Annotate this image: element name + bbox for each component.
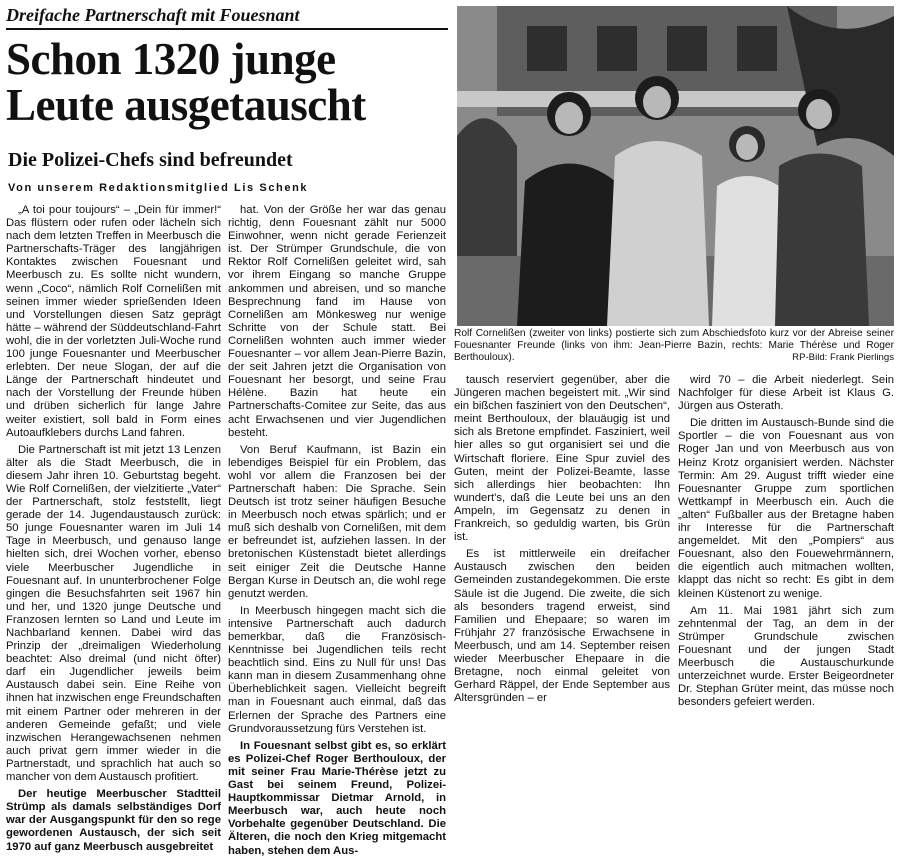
article-paragraph: Die dritten im Austausch-Bunde sind die Sportler – die von Fouesnant aus von Roger Jan und von Meerbusch aus von Heinz Krotz organisiert werden. Nächster Termin: Am 29. August trifft wieder eine Fouesnanter Gruppe zum sportlichen Wettkampf in Meerbusch ein. Auch die „alten“ Fußballer aus der Bretagne haben ihr Interesse für die Partnerschaft angemeldet. Mit den „Pompiers“ aus Fouesnant, also den Fouewehrmännern, die eigentlich auch mitmachen wollten, klappt das nicht so recht: Es gibt in dem kleinen Küstenort zu wenige. <box>678 417 894 600</box>
text-column-1 <box>6 204 221 853</box>
article-paragraph: hat. Von der Größe her war das genau richtig, denn Fouesnant zählt nur 5000 Einwohner, wenn nicht gerade Ferienzeit ist. Der Strümper Grundschule, die von Rektor Rolf Cornelißen geleitet wird, sah vor ihrem Eingang so manche Gruppe ankommen und abreisen, und so manche Besprechnung fand im Hause von Cornelißen am Mönkesweg nur wenige Schritte von der Schule statt. Bei Cornelißen wohnten auch immer wieder Fouesnanter – vor allem Jean-Pierre Bazin, der seit Jahren jetzt die Organisation von Fouesnant her besorgt, und seine Frau Hélène. Bazin hat heute ein Partnerschafts-Comitee zur Seite, das aus acht Erwachsenen und vier Jugendlichen besteht. <box>228 204 446 439</box>
article-subhead: Die Polizei-Chefs sind befreundet <box>8 149 293 171</box>
text-column-2 <box>228 204 446 857</box>
article-paragraph: In Fouesnant selbst gibt es, so erklärt es Polizei-Chef Roger Berthouloux, der mit seiner Frau Marie-Thérèse jetzt zu Gast bei seinem Freund, Polizei-Hauptkommissar Dietmar Arnold, in Meerbusch war, auch heute noch Vorbehalte gegenüber Deutschland. Die Älteren, die noch den Krieg mitgemacht haben, stehen dem Aus- <box>228 739 446 857</box>
article-byline: Von unserem Redaktionsmitglied Lis Schenk <box>8 182 309 194</box>
article-paragraph: Von Beruf Kaufmann, ist Bazin ein lebendiges Beispiel für ein Problem, das wohl vor allem die Franzosen bei der Partnerschaft haben: Die Sprache. Sein Deutsch ist trotz seiner häufigen Besuche in Meerbusch noch etwas spärlich; und er muß sich deshalb von Cornelißen, mit dem er befreundet ist, aufziehen lassen. In der bretonischen Küstenstadt bietet allerdings seit einiger Zeit die Deutsche Hanne Bergan Kurse in Deutsch an, die wohl rege genutzt werden. <box>228 443 446 600</box>
article-kicker: Dreifache Partnerschaft mit Fouesnant <box>6 4 448 30</box>
article-paragraph: Es ist mittlerweile ein dreifacher Austausch zwischen den beiden Gemeinden zustandegekommen. Die erste Säule ist die Jugend. Die zweite, die sich als besonders tragend erweist, sind Familien und Ehepaare; so waren im Frühjahr 27 französische Erwachsene in Meerbusch, und am 14. September reisen wieder Meerbuscher Ehepaare in die Bretagne, noch einmal geleitet von Gerhard Räppel, der Ende September aus Altersgründen – er <box>454 548 670 705</box>
photo-caption: Rolf Cornelißen (zweiter von links) postierte sich zum Abschiedsfoto kurz vor der Abreise seiner Fouesnanter Freunde (links von ihm: Jean-Pierre Bazin, rechts: Marie Thérèse und Roger Berthouloux). <box>454 328 894 363</box>
article-paragraph: Die Partnerschaft ist mit jetzt 13 Lenzen älter als die Stadt Meerbusch, die in diesem Jahr ihren 10. Geburtstag begeht. Wie Rolf Cornelißen, der vielzitierte „Vater“ der Partnerschaft, stolz feststellt, liegt gerade der 14. Jugendaustausch zurück: 50 junge Fouesnanter waren im Juli 14 Tage in Meerbusch, und genauso lange hielten sich, drei Wochen vorher, ebenso viele Meerbuscher Jugendliche in Fouesnant auf. In ununterbrochener Folge gingen die Besuchsfahrten seit 1967 hin und her, und 1320 junge Deutsche und Franzosen lernten so Land und Leute im Nachbarland kennen. Dabei wird das Prinzip der „dreimaligen Wiederholung beachtet: Also dreimal (und nicht öfter) darf ein Jugendlicher jeweils beim Austausch dabei sein. Eine Reihe von ihnen hat inzwischen enge Freundschaften mit einem Partner oder mehreren in der anderen Gemeinde gefaßt; und viele inzwischen Herangewachsenen nehmen auch privat gern immer wieder in die Partnerstadt, und sprachlich hat auch so mancher von dem Austausch profitiert. <box>6 443 221 784</box>
article-paragraph: wird 70 – die Arbeit niederlegt. Sein Nachfolger für diese Arbeit ist Klaus G. Jürgen aus Osterath. <box>678 374 894 413</box>
article-headline <box>6 36 450 128</box>
article-paragraph: Am 11. Mai 1981 jährt sich zum zehntenmal der Tag, an dem in der Strümper Grundschule zwischen Fouesnant und der jungen Stadt Meerbusch die Austauschurkunde unterzeichnet wurde. Erster Beigeordneter Dr. Stephan Grüter meint, das müsse noch besonders gefeiert werden. <box>678 604 894 709</box>
group-photo-illustration <box>457 6 894 326</box>
article-paragraph: In Meerbusch hingegen macht sich die intensive Partnerschaft auch dadurch bemerkbar, daß die Französisch-Kenntnisse bei Jugendlichen teils recht beachtlich sind. Eins zu Null für uns! Das kann man in diesem Zusammenhang ohne Überheblichkeit sagen. Vielleicht begreift man in Fouesnant auch einmal, daß das Erlernen der Sprache des Partners eine Grundvoraussetzung fürs Verstehen ist. <box>228 604 446 735</box>
headline-line-1: Schon 1320 junge <box>6 34 336 84</box>
headline-line-2: Leute ausgetauscht <box>6 80 366 130</box>
text-column-3 <box>454 374 670 830</box>
group-photo <box>457 6 894 326</box>
article-paragraph: tausch reserviert gegenüber, aber die Jüngeren machen begeistert mit. „Wir sind ein bißchen fasziniert von den Deutschen“, meint Berthouloux, der blauäugig ist und sich als Bretone empfindet. Fasziniert, weil hier alles so gut organisiert sei und die Wirtschaft floriere. Eine Spur zuviel des Guten, meint der Polizei-Beamte, lasse sich allerdings hier beobachten: Ihn wundert's, daß die Leute bei uns an den Ampeln, im Gegensatz zu denen in Frankreich, so geduldig warten, bis Grün ist. <box>454 374 670 544</box>
text-column-4 <box>678 374 894 830</box>
article-paragraph: Der heutige Meerbuscher Stadtteil Strümp als damals selbständiges Dorf war der Ausgangspunkt für den so rege gewordenen Austausch, der sich seit 1970 auf ganz Meerbusch ausgebreitet <box>6 788 221 853</box>
article-paragraph: „A toi pour toujours“ – „Dein für immer!“ Das flüstern oder rufen oder lächeln sich nach dem letzten Treffen in Meerbusch die Partnerschafts-Träger des langjährigen Kontaktes zwischen Fouesnant und Meerbusch zu. Es sollte nicht wundern, wenn „Coco“, nämlich Rolf Cornelißen mit seinen immer wieder sprießenden Ideen und Vorstellungen diesen Satz geprägt hätte – während der Süddeutschland-Fahrt wohl, die in der vorletzten Juli-Woche rund 100 junge Fouesnanter und Meerbuscher erlebten. Der neue Slogan, der auf die Länge der Partnerschaft hindeutet und nach der Vorstellung der Freunde hüben und drüben sicherlich für lange Jahre weiter existiert, soll bald in Form eines Autoaufklebers durchs Land fahren. <box>6 204 221 439</box>
photo-credit: RP-Bild: Frank Pierlings <box>792 352 894 363</box>
